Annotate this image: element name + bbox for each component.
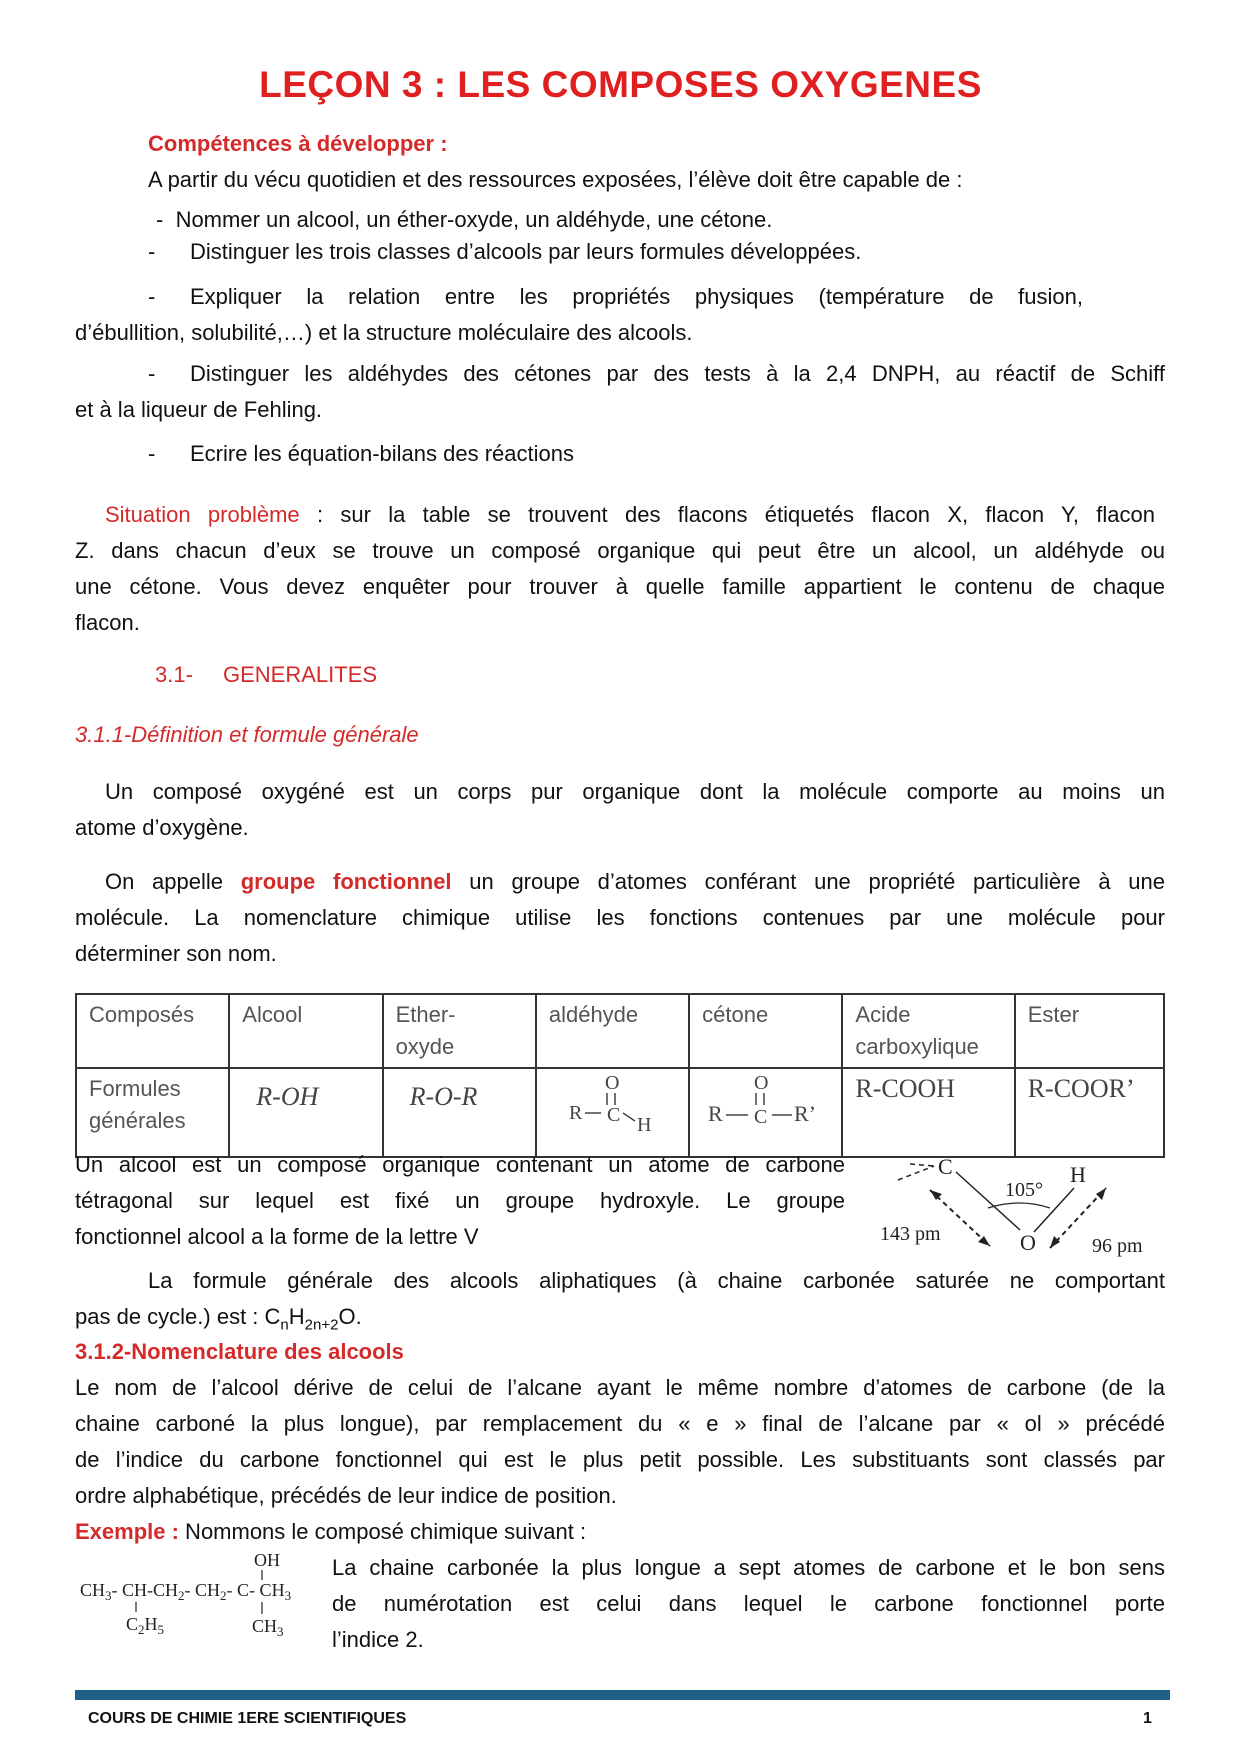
exemple-line: Exemple : Nommons le composé chimique suivant : bbox=[75, 1519, 587, 1544]
situation-line-2: Z. dans chacun d’eux se trouve un composé organique qui peut être un alcool, un aldéhyde ou bbox=[75, 538, 1165, 563]
footer-bar bbox=[75, 1690, 1170, 1700]
groupe-line-1: On appelle groupe fonctionnel un groupe d’atomes conférant une propriété particulière à une bbox=[105, 869, 1166, 894]
formula-acide: R-COOH bbox=[842, 1068, 1014, 1157]
formulas-table bbox=[75, 993, 1165, 1158]
competence-item-4-cont: et à la liqueur de Fehling. bbox=[75, 397, 323, 422]
competences-intro: A partir du vécu quotidien et des ressources exposées, l’élève doit être capable de : bbox=[148, 167, 963, 192]
aldehyde-c: C bbox=[606, 1104, 621, 1126]
table-formula-row bbox=[76, 1068, 1164, 1157]
situation-line-4: flacon. bbox=[75, 610, 140, 635]
alcool-def-line-1: Un alcool est un composé organique contenant un atome de carbone bbox=[75, 1152, 845, 1177]
aldehyde-h: H bbox=[636, 1114, 652, 1136]
exemple-explain-line-3: l’indice 2. bbox=[332, 1627, 424, 1652]
nomenclature-line-1: Le nom de l’alcool dérive de celui de l’alcane ayant le même nombre d’atomes de carbone (de la bbox=[75, 1375, 1165, 1400]
nomenclature-line-2: chaine carboné la plus longue), par remplacement du « e » final de l’alcane par « ol » précédé bbox=[75, 1411, 1165, 1436]
header-alcool: Alcool bbox=[229, 994, 382, 1068]
situation-line-3: une cétone. Vous devez enquêter pour trouver à quelle famille appartient le contenu de chaque bbox=[75, 574, 1165, 599]
formula-ester: R-COOR’ bbox=[1015, 1068, 1164, 1157]
groupe-line-3: déterminer son nom. bbox=[75, 941, 277, 966]
header-ester: Ester bbox=[1015, 994, 1164, 1068]
alcool-def-line-2: tétragonal sur lequel est fixé un groupe hydroxyle. Le groupe bbox=[75, 1188, 845, 1213]
alcool-def-line-3: fonctionnel alcool a la forme de la lettre V bbox=[75, 1224, 479, 1249]
molecule-c2h5: $C_2H_5$ bbox=[126, 1614, 165, 1637]
cetone-r: R bbox=[708, 1101, 723, 1126]
formula-aldehyde bbox=[536, 1068, 689, 1157]
section-312-heading: 3.1.2-Nomenclature des alcools bbox=[75, 1339, 404, 1364]
aldehyde-structure bbox=[537, 1069, 687, 1147]
competences-heading: Compétences à développer : bbox=[148, 131, 448, 156]
header-aldehyde: aldéhyde bbox=[536, 994, 689, 1068]
definition-line-1: Un composé oxygéné est un corps pur organique dont la molécule comporte au moins un bbox=[105, 779, 1165, 804]
cetone-o: O bbox=[754, 1072, 769, 1094]
molecule-ch3-bottom: $CH_3$ bbox=[252, 1616, 284, 1639]
formule-generale-line-2: pas de cycle.) est : $C_nH_{2n+2}O$. bbox=[75, 1304, 362, 1334]
competence-item-3: - Expliquer la relation entre les propriétés physiques (température de fusion, bbox=[148, 284, 1083, 309]
v-oh-length: 96 pm bbox=[1092, 1235, 1143, 1257]
cetone-r2: R’ bbox=[794, 1101, 817, 1126]
header-acide-carboxylique: Acide carboxylique bbox=[842, 994, 1014, 1068]
groupe-line-2: molécule. La nomenclature chimique utilise les fonctions contenues par une molécule pour bbox=[75, 905, 1165, 930]
header-composes: Composés bbox=[76, 994, 229, 1068]
definition-line-2: atome d’oxygène. bbox=[75, 815, 249, 840]
v-co-length: 143 pm bbox=[880, 1223, 941, 1245]
v-hydrogen: H bbox=[1070, 1162, 1086, 1187]
formula-alcool: R-OH bbox=[229, 1068, 382, 1157]
competence-item-4: - Distinguer les aldéhydes des cétones par des tests à la 2,4 DNPH, au réactif de Schiff bbox=[148, 361, 1165, 386]
exemple-explain-line-2: de numérotation est celui dans lequel le carbone fonctionnel porte bbox=[332, 1591, 1165, 1616]
v-oxygen: O bbox=[1020, 1230, 1036, 1255]
competence-item-5: - Ecrire les équation-bilans des réactions bbox=[148, 441, 574, 466]
example-molecule bbox=[78, 1548, 328, 1648]
table-header-row bbox=[76, 994, 1164, 1068]
section-311-heading: 3.1.1-Définition et formule générale bbox=[75, 722, 419, 747]
exemple-explain-line-1: La chaine carbonée la plus longue a sept atomes de carbone et le bon sens bbox=[332, 1555, 1165, 1580]
aldehyde-o: O bbox=[604, 1072, 620, 1094]
formule-generale-line-1: La formule générale des alcools aliphatiques (à chaine carbonée saturée ne comportant bbox=[148, 1268, 1165, 1293]
alcohol-v-diagram bbox=[870, 1148, 1170, 1258]
competence-item-3-cont: d’ébullition, solubilité,…) et la structure moléculaire des alcools. bbox=[75, 320, 693, 345]
molecule-chain: $CH_3-$ $CH-CH_2-$ $CH_2-$ C- $CH_3$ bbox=[80, 1580, 292, 1603]
header-ether-oxyde: Ether- oxyde bbox=[383, 994, 536, 1068]
aldehyde-r: R bbox=[568, 1102, 583, 1124]
formula-ether: R-O-R bbox=[383, 1068, 536, 1157]
v-angle: 105° bbox=[1005, 1179, 1043, 1201]
nomenclature-line-3: de l’indice du carbone fonctionnel qui est le plus petit possible. Les substituants sont classés par bbox=[75, 1447, 1165, 1472]
cetone-structure bbox=[690, 1069, 840, 1147]
v-carbon: C bbox=[938, 1154, 953, 1179]
section-31-number: 3.1- bbox=[155, 662, 193, 687]
molecule-oh: OH bbox=[254, 1550, 280, 1570]
nomenclature-line-4: ordre alphabétique, précédés de leur indice de position. bbox=[75, 1483, 617, 1508]
situation-line-1: Situation problème : sur la table se trouvent des flacons étiquetés flacon X, flacon Y, flacon bbox=[105, 502, 1155, 527]
competence-item-1: - Nommer un alcool, un éther-oxyde, un aldéhyde, une cétone. bbox=[156, 207, 773, 232]
row-label-formules: Formules générales bbox=[76, 1068, 229, 1157]
section-31-title: GENERALITES bbox=[223, 662, 378, 687]
formula-cetone bbox=[689, 1068, 842, 1157]
competence-item-2: - Distinguer les trois classes d’alcools par leurs formules développées. bbox=[148, 239, 862, 264]
footer-page-number: 1 bbox=[1143, 1710, 1152, 1727]
groupe-fonctionnel-term: groupe fonctionnel bbox=[240, 869, 452, 894]
footer-course-title: COURS DE CHIMIE 1ERE SCIENTIFIQUES bbox=[88, 1710, 407, 1727]
header-cetone: cétone bbox=[689, 994, 842, 1068]
page-title: LEÇON 3 : LES COMPOSES OXYGENES bbox=[259, 64, 982, 105]
cetone-c: C bbox=[754, 1106, 768, 1128]
